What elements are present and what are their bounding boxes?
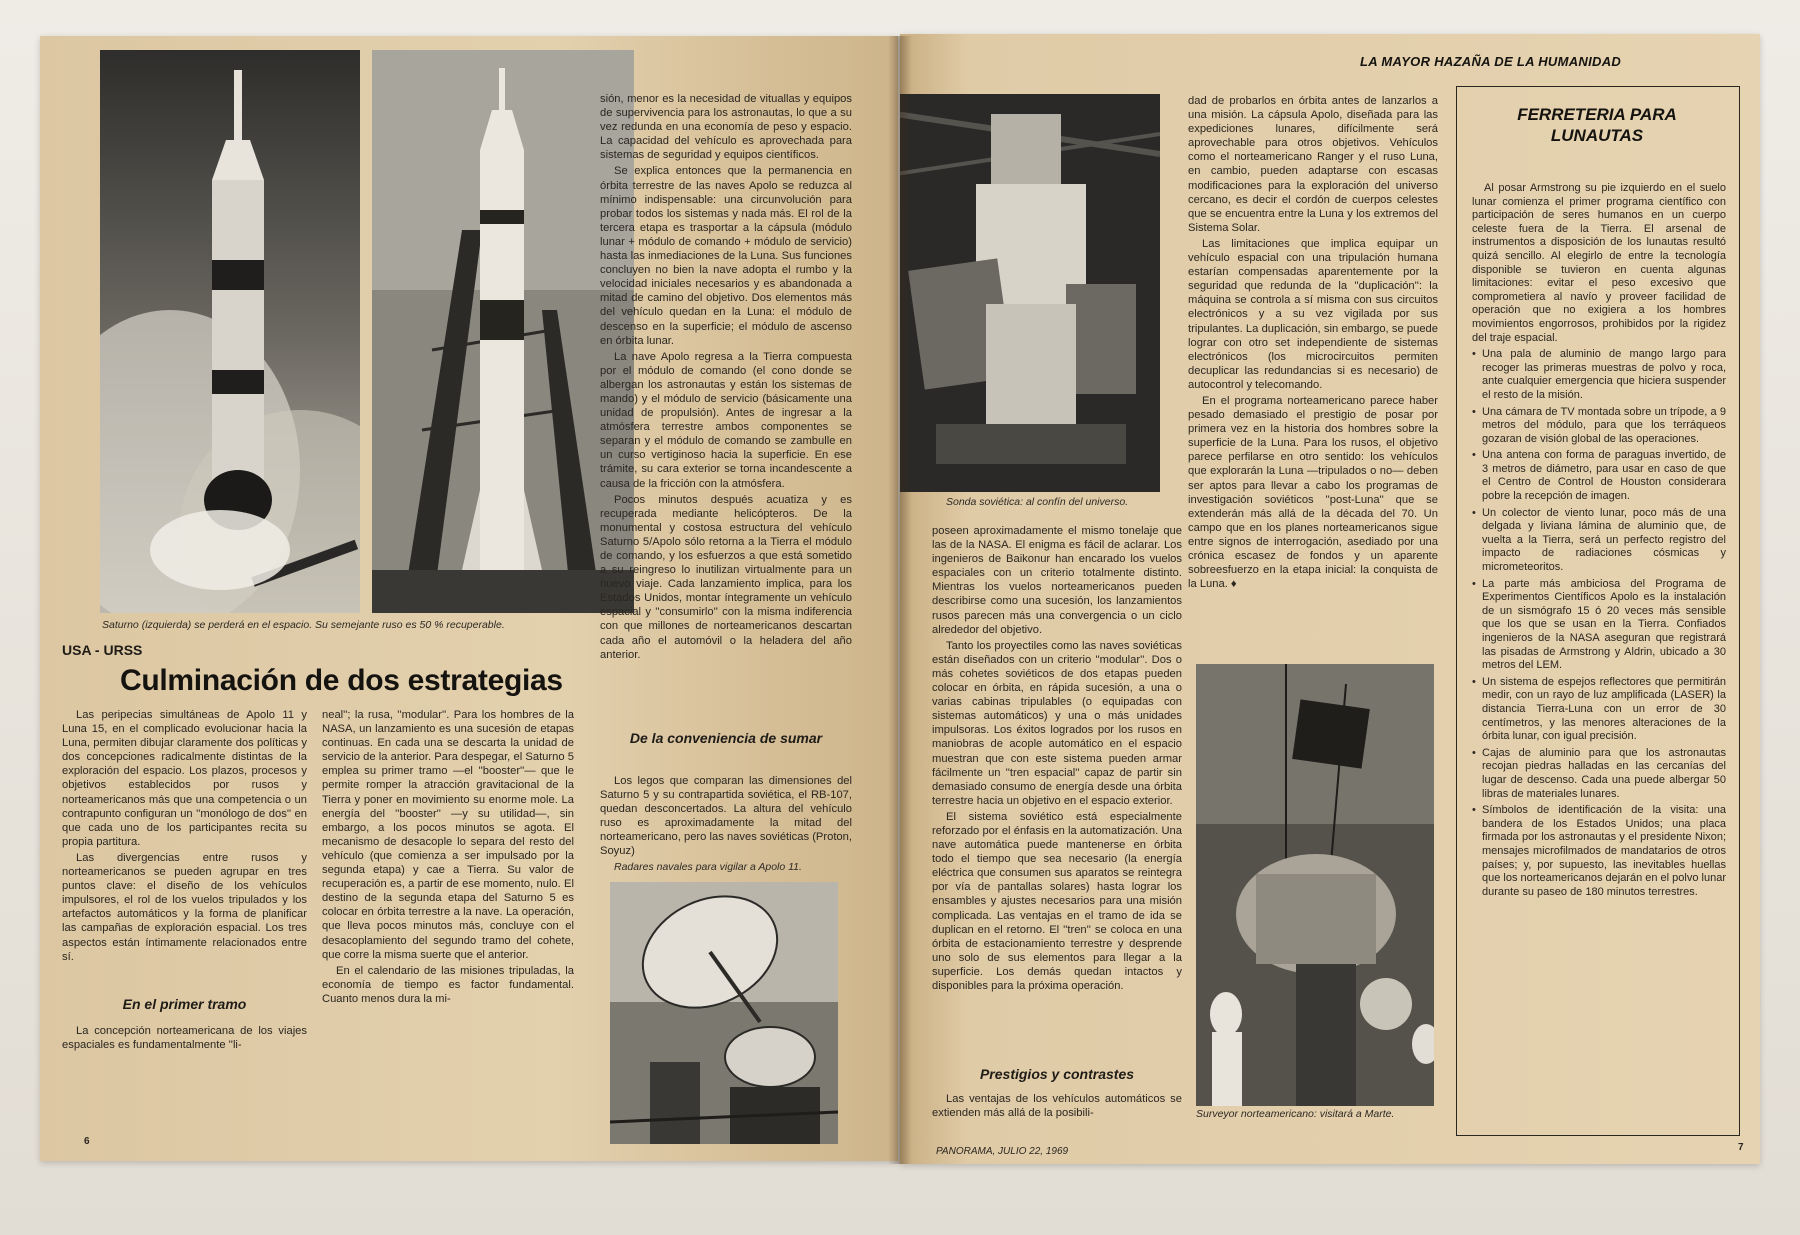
- probe-photo-caption: Sonda soviética: al confín del universo.: [946, 496, 1129, 508]
- paragraph: La nave Apolo regresa a la Tierra compuesta por el módulo de comando (el cono donde se albergan los astronautas y están los sistemas de mando) y el módulo de servicio (básicamente una unidad de propulsión). Antes de ingresar a la atmósfera terrestre ambos componentes se separan y el módulo de comando se zambulle en un curso vertiginoso hacia la superficie. En ese trámite, su cara exterior se torna incandescente a causa de la fricción con la atmósfera.: [600, 350, 852, 490]
- soviet-rocket-photo: [372, 50, 634, 613]
- paragraph: En el programa norteamericano parece haber pesado demasiado el prestigio de posar por primera vez en la historia dos hombres sobre la superficie de la Luna. Para los rusos, el objetivo parece perfilarse en otro sentido: los vehículos que explorarán la Luna —tripulados o no— deben ser aptos para llevar a cabo los programas de investigación soviéticos ''post-Luna'' que se extenderán más allá de la década del 70. Un campo que en los planes norteamericanos sigue entre signos de interrogación, asediado por una crónica escasez de fondos y un aparente sobreesfuerzo en la etapa inicial: la conquista de la Luna. ♦: [1188, 394, 1438, 591]
- left-column-1-tail: [62, 1024, 307, 1054]
- paragraph: neal''; la rusa, ''modular''. Para los hombres de la NASA, un lanzamiento es una sucesión de etapas continuas. En cada una se descarta la unidad de servicio de la anterior. Para despegar, el Saturno 5 emplea su primer tramo —el ''booster''— que le permite romper la atracción gravitacional de la Tierra y poner en movimiento su enorme mole. La energía del ''booster'' —y su utilidad—, sin embargo, a los pocos minutos se agota. El mecanismo de desacople lo separa del resto del vehículo (que comienza a ser impulsado por la segunda etapa) y cae a Tierra. Su valor de recuperación es, a partir de ese momento, nulo. El destino de la segunda etapa del Saturno 5 es colocar en órbita terrestre a la nave. La operación, que lleva pocos minutos más, concluye con el desacoplamiento del segundo tramo del cohete, que corre la misma suerte que el anterior.: [322, 709, 574, 961]
- left-column-3: [600, 92, 852, 664]
- sidebar-bullet: • Una pala de aluminio de mango largo para recoger las primeras muestras de polvo y roca, ante cualquier emergencia que hiciera suspender el resto de la misión.: [1472, 348, 1726, 402]
- sidebar-body: [1472, 182, 1726, 902]
- sidebar-title: FERRETERIA PARA LUNAUTAS: [1517, 105, 1677, 145]
- left-column-1: [62, 708, 307, 966]
- paragraph: Se explica entonces que la permanencia en órbita terrestre de las naves Apolo se reduzca al mínimo indispensable: una circunvolución para probar todos los sistemas y nada más. El rol de la tercera etapa es trasportar a la cápsula (módulo lunar + módulo de comando + módulo de servicio) hasta las inmediaciones de la Luna. Sus funciones concluyen no bien la nave adopta el rumbo y la velocidad iniciales necesarios y es abandonada a mitad de camino del objetivo. Dos elementos más del vehículo quedan en la Luna: el módulo de descenso en la superficie; el módulo de ascenso en órbita lunar.: [600, 165, 852, 347]
- sidebar-bullet: • Símbolos de identificación de la visita: una bandera de los Estados Unidos; una placa firmada por los astronautas y el presidente Nixon; mensajes microfilmados de mandatarios de otros países; y, por supuesto, las inevitables huellas que los norteamericanos dejarán en el polvo lunar durante su paseo de 180 minutos terrestres.: [1472, 804, 1726, 899]
- subhead-first-stage: En el primer tramo: [122, 996, 247, 1012]
- surveyor-photo: [1196, 664, 1434, 1106]
- sidebar-bullet: • La parte más ambiciosa del Programa de Experimentos Científicos Apolo es la instalación de un sismógrafo 15 ó 20 veces más sensible que los que se usan en la Tierra. Confiados ingenieros de la NASA aseguran que registrará las pisadas de Armstrong y Aldrin, ubicado a 30 metros del LEM.: [1472, 578, 1726, 673]
- left-page: [40, 36, 898, 1161]
- sidebar-intro: Al posar Armstrong su pie izquierdo en el suelo lunar comienza el primer programa científico con participación de seres humanos en un cuerpo celeste fuera de la Tierra. El arsenal de instrumentos a disposición de los lunautas resultó quizá sencillo. Al elegirlo de entre la tecnología disponible se tuvieron en cuenta algunas limitaciones: evitar el peso excesivo que comprometiera al navío y proveer facilidad de operación que no exigiera a los hombres movimientos engorrosos, prohibidos por la rigidez del traje espacial.: [1472, 182, 1726, 344]
- section-kicker: USA - URSS: [62, 642, 143, 658]
- saturn-rocket-photo: [100, 50, 360, 613]
- subhead-prestige: Prestigios y contrastes: [979, 1066, 1135, 1082]
- paragraph: Tanto los proyectiles como las naves soviéticas están diseñados con un criterio ''modular''. Dos o más cohetes soviéticos de dos etapas pueden colocar en órbita, en rápida sucesión, a una o varias cabinas tripulables (o equipadas con sistemas automáticos) y una o más unidades impulsoras. Los éxitos logrados por los rusos en maniobras de acople automático en el espacio muestran que con este sistema pueden armar fácilmente un ''tren espacial'' capaz de partir sin demasiado consumo de energía desde una órbita terrestre hacia un objetivo en el espacio exterior.: [932, 639, 1182, 807]
- spine-gutter: [888, 36, 912, 1164]
- right-page: [900, 34, 1760, 1164]
- paragraph: La concepción norteamericana de los viajes espaciales es fundamentalmente ''li-: [62, 1025, 307, 1052]
- paragraph: Las ventajas de los vehículos automáticos se extienden más allá de la posibili-: [932, 1093, 1182, 1120]
- article-headline: Culminación de dos estrategias: [120, 664, 563, 697]
- paragraph: poseen aproximadamente el mismo tonelaje que las de la NASA. El enigma es fácil de aclarar. Los ingenieros de Baikonur han encarado los vuelos espaciales con un criterio totalmente distinto. Mientras los vuelos norteamericanos pueden describirse como una sucesión, los lanzamientos rusos parecen más una convergencia o un ciclo alrededor del objetivo.: [932, 525, 1182, 636]
- sidebar-bullet: • Un colector de viento lunar, poco más de una delgada y liviana lámina de aluminio que, de vuelta a la Tierra, será un perfecto registro del impacto de radiaciones cósmicas y micrometeoritos.: [1472, 507, 1726, 575]
- right-column-1-tail: [932, 1092, 1182, 1122]
- paragraph: dad de probarlos en órbita antes de lanzarlos a una misión. La cápsula Apolo, diseñada para las expediciones lunares, difícilmente será aprovechable para otros objetivos. Vehículos como el norteamericano Ranger y el ruso Luna, en cambio, pueden adaptarse con escasas modificaciones para la exploración del universo cercano, es decir el cordón de cuerpos celestes que se encuentra entre la Luna y los extremos del Sistema Solar.: [1188, 95, 1438, 234]
- rockets-photo-caption: Saturno (izquierda) se perderá en el espacio. Su semejante ruso es 50 % recuperable.: [102, 619, 505, 631]
- paragraph: Los legos que comparan las dimensiones del Saturno 5 y su contrapartida soviética, el RB-107, quedan desconcertados. La altura del vehículo ruso es aproximadamente la mitad del norteamericano, pero las naves soviéticas (Proton, Soyuz): [600, 775, 852, 858]
- paragraph: Las divergencias entre rusos y norteamericanos se pueden agrupar en tres puntos clave: el diseño de los vehículos impulsores, el rol de los vuelos tripulados y los artefactos automáticos y la forma de planificar las campañas de exploración espacial. Los tres aspectos están íntimamente relacionados entre sí.: [62, 851, 307, 963]
- paragraph: Pocos minutos después acuatiza y es recuperada mediante helicópteros. De la monumental y costosa estructura del vehículo Saturno 5/Apolo sólo retorna a la Tierra el módulo de comando, y los esfuerzos a que está sometido a su reingreso lo inutilizan virtualmente para un nuevo viaje. Cada lanzamiento implica, para los Estados Unidos, montar íntegramente un vehículo espacial y ''consumirlo'' con la misma indiferencia con que millones de norteamericanos descartan cada año el automóvil o la heladera del año anterior.: [600, 493, 852, 661]
- sidebar-bullet: • Una cámara de TV montada sobre un trípode, a 9 metros del módulo, para que los terráqueos gozaran de visión global de las operaciones.: [1472, 406, 1726, 447]
- paragraph: sión, menor es la necesidad de vituallas y equipos de supervivencia para los astronautas, lo que a su vez redunda en una economía de peso y espacio. La capacidad del vehículo es aprovechada para sistemas de seguridad y equipos científicos.: [600, 93, 852, 162]
- subhead-convenience: De la conveniencia de sumar: [629, 730, 823, 746]
- paragraph: En el calendario de las misiones tripuladas, la economía de tiempo es factor fundamental. Cuanto menos dura la mi-: [322, 964, 574, 1005]
- radar-photo-caption: Radares navales para vigilar a Apolo 11.: [614, 861, 802, 873]
- page-footer: PANORAMA, JULIO 22, 1969: [936, 1146, 1069, 1157]
- paragraph: Las limitaciones que implica equipar un vehículo espacial con una tripulación humana estarían compensadas aparentemente por la seguridad que redunda de la ''duplicación'': la máquina se controla a sí misma con sus circuitos electrónicos y a su vez vigilada por sus tripulantes. La duplicación, sin embargo, se puede lograr con otro set independiente de sistemas electrónicos (los microcircuitos permiten decuplicar las redundancias si es necesario) de autocontrol y telecomando.: [1188, 237, 1438, 391]
- sidebar-bullet: • Una antena con forma de paraguas invertido, de 3 metros de diámetro, para usar en caso de que el Centro de Control de Houston considerara pobre la recepción de imagen.: [1472, 449, 1726, 503]
- running-title: LA MAYOR HAZAÑA DE LA HUMANIDAD: [1360, 54, 1622, 69]
- left-column-2: [322, 708, 574, 1008]
- soviet-probe-photo: [900, 94, 1160, 492]
- sidebar-bullet: • Cajas de aluminio para que los astronautas recojan piedras halladas en las cercanías del lugar de descenso. Cada una puede albergar 50 libras de materiales lunares.: [1472, 747, 1726, 801]
- page-number-left: 6: [84, 1136, 90, 1147]
- page-number-right: 7: [1738, 1142, 1744, 1153]
- right-column-2: [1188, 94, 1438, 593]
- sidebar-bullet: • Un sistema de espejos reflectores que permitirán medir, con un rayo de luz amplificada (LASER) la distancia Tierra-Luna con un error de 30 centímetros, y las menores alteraciones de la órbita lunar, con igual precisión.: [1472, 676, 1726, 744]
- left-column-3-mid: [600, 774, 852, 861]
- paragraph: Las peripecias simultáneas de Apolo 11 y Luna 15, en el complicado evolucionar hacia la Luna, permiten dibujar claramente dos políticas y dos concepciones radicalmente distintas de la exploración del espacio. Los plazos, procesos y objetivos establecidos por rusos y norteamericanos más que una competencia o un contrapunto configuran un ''monólogo de dos'' en que cada uno de los participantes recita su propia partitura.: [62, 709, 307, 848]
- right-column-1: [932, 524, 1182, 995]
- naval-radar-photo: [610, 882, 838, 1144]
- surveyor-photo-caption: Surveyor norteamericano: visitará a Marte.: [1196, 1108, 1395, 1120]
- paragraph: El sistema soviético está especialmente reforzado por el énfasis en la automatización. Una nave automática puede mantenerse en órbita todo el tiempo que sea necesario (la energía eléctrica que consumen sus aparatos se reintegra por vía de pantallas solares) hasta lograr los ensambles y ajustes necesarios para una misión complicada. Las ventajas en el tramo de ida se duplican en el retorno. El ''tren'' se coloca en una órbita de estacionamiento terrestre y desprende uno solo de sus elementos para llegar a la superficie. Los demás quedan intactos y disponibles para la próxima operación.: [932, 810, 1182, 992]
